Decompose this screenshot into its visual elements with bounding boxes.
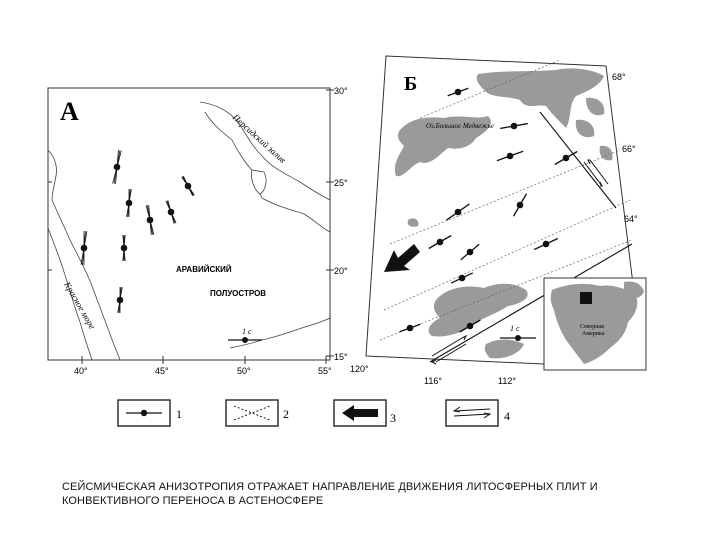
lon-label-50: 50° [237,366,251,376]
lon-label-112: 112° [498,376,516,386]
lat-label-64: 64° [624,214,638,224]
lat-label-20: 20° [334,266,348,276]
scale-dot-b [515,335,521,341]
panel-b-letter: Б [404,73,418,95]
lon-label-45: 45° [155,366,169,376]
inset-label: Северная Америка [580,324,605,337]
legend-item-4 [446,400,510,426]
scale-label-b: 1 c [510,324,520,333]
legend-item-2 [226,400,289,426]
legend-num-2: 2 [283,407,289,421]
lon-label-120: 120° [350,364,369,374]
lon-label-40: 40° [74,366,88,376]
legend-num-3: 3 [390,411,396,425]
study-area-marker [580,292,592,304]
lat-label-25: 25° [334,178,348,188]
inset-map [544,278,646,370]
persian-gulf-label: Персидский залив [230,112,288,165]
panel-b-map [350,56,646,386]
legend [118,400,510,426]
lat-label-30: 30° [334,86,348,96]
panel-a-map [48,86,348,376]
scale-label-a: 1 c [242,327,252,336]
caption-line-1: СЕЙСМИЧЕСКАЯ АНИЗОТРОПИЯ ОТРАЖАЕТ НАПРАВЛЕНИЕ ДВИЖЕНИЯ ЛИТОСФЕРНЫХ ПЛИТ И [62,481,598,493]
legend-item-3 [334,400,396,426]
lon-label-116: 116° [424,376,442,386]
figure-caption [62,480,682,508]
lat-label-66: 66° [622,144,636,154]
legend-item-1 [118,400,182,426]
legend-num-4: 4 [504,409,510,423]
caption-line-2: КОНВЕКТИВНОГО ПЕРЕНОСА В АСТЕНОСФЕРЕ [62,495,324,507]
lat-label-68-top: 68° [612,72,626,82]
region-label-line1: АРАВИЙСКИЙ [176,265,232,274]
scale-dot-a [242,337,248,343]
panel-a-letter: А [60,97,79,126]
lat-label-15: 15° [334,352,348,362]
lake-label: Оз.Большое Медвежье [426,122,494,130]
red-sea-label: Красное море [62,280,98,331]
lon-label-55: 55° [318,366,332,376]
region-label-line2: ПОЛУОСТРОВ [210,289,267,298]
legend-num-1: 1 [176,407,182,421]
